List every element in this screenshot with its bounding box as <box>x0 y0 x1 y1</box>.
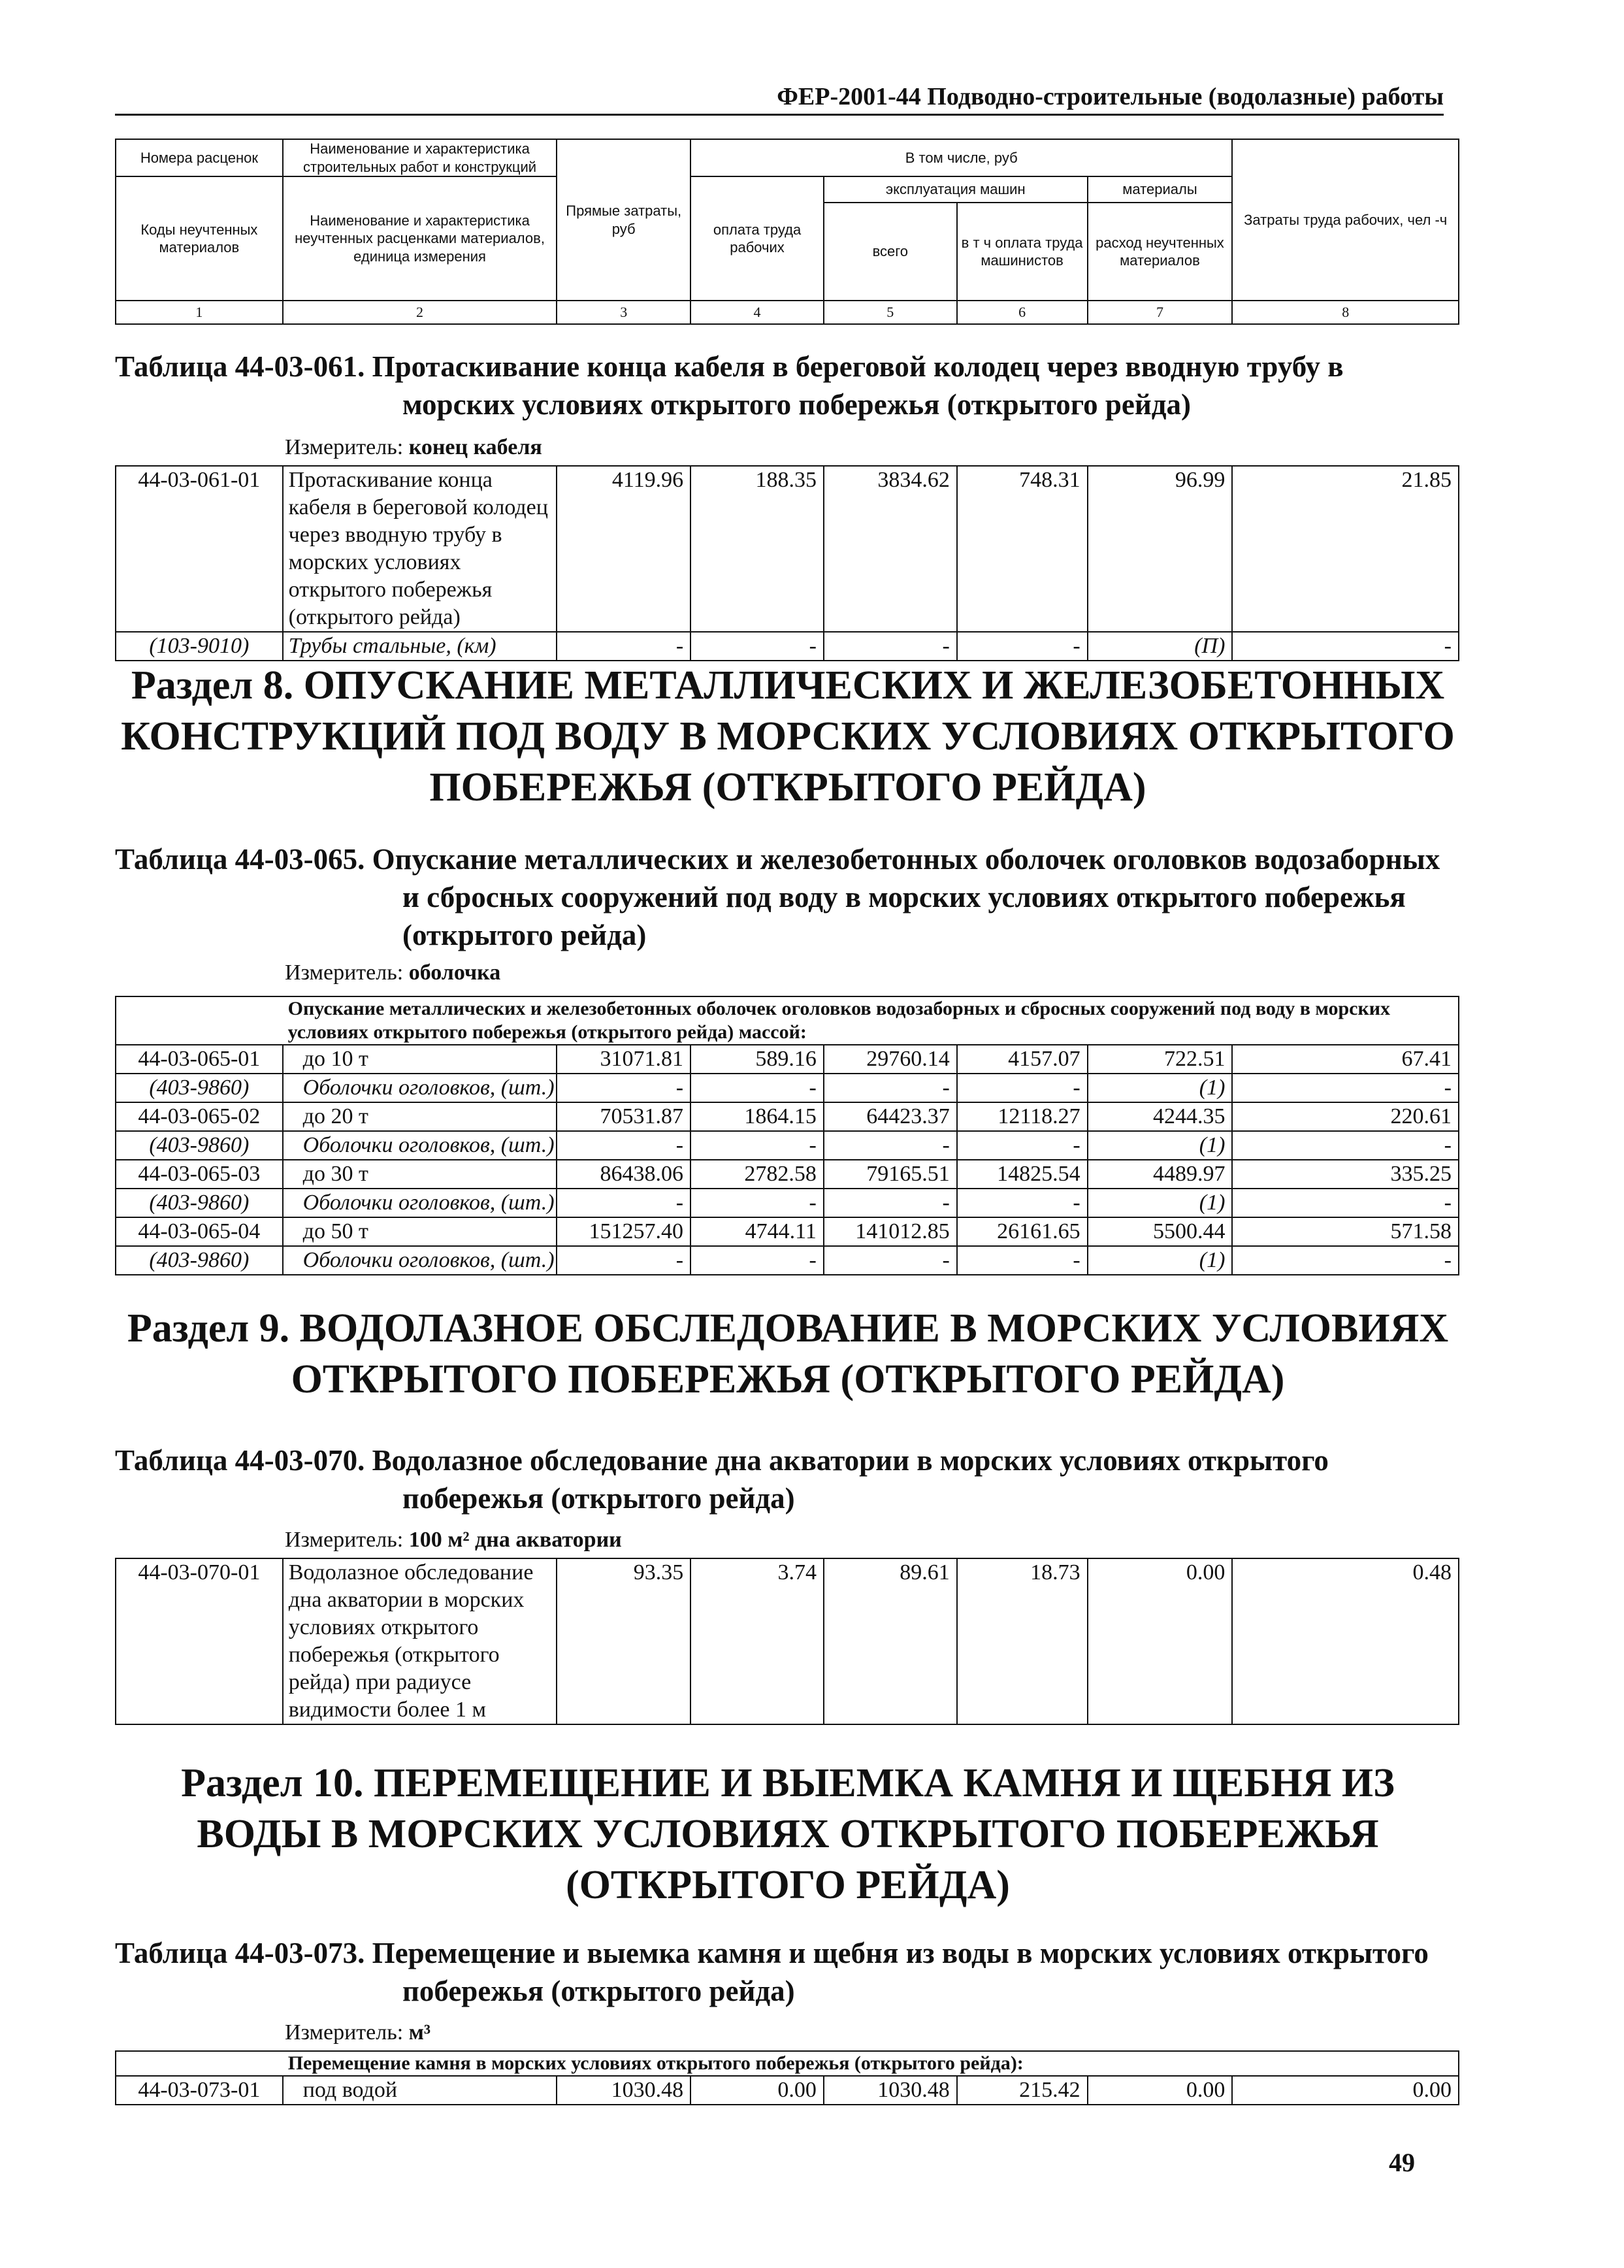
value-labor: 335.25 <box>1232 1160 1459 1189</box>
mat-value: - <box>824 1131 957 1160</box>
group-header-row <box>116 996 1459 1045</box>
header-uncounted-materials: расход неучтенных материалов <box>1088 203 1233 301</box>
value-direct: 70531.87 <box>557 1102 690 1131</box>
table-row <box>116 1558 1459 1724</box>
mat-value: - <box>690 632 824 661</box>
value-worker-pay: 0.00 <box>690 2076 824 2105</box>
mat-value: - <box>690 1189 824 1217</box>
header-rates-numbers: Номера расценок <box>116 139 283 176</box>
meter-value: конец кабеля <box>408 435 542 459</box>
group-header: Перемещение камня в морских условиях открытого побережья (открытого рейда): <box>283 2051 1459 2076</box>
col-number: 3 <box>557 301 690 324</box>
value-worker-pay: 2782.58 <box>690 1160 824 1189</box>
table-065 <box>115 996 1459 1275</box>
mat-value: (П) <box>1088 632 1233 661</box>
value-labor: 220.61 <box>1232 1102 1459 1131</box>
column-header-table <box>115 139 1459 325</box>
mat-value: - <box>557 1131 690 1160</box>
mat-value: - <box>1232 1074 1459 1102</box>
table-070-caption: Водолазное обследование дна акватории в морских условиях открытого побережья (открытого рейда) <box>372 1444 1329 1515</box>
rate-description: до 50 т <box>283 1217 557 1246</box>
table-065-number: Таблица 44-03-065. <box>115 843 365 876</box>
rate-description: Протаскивание конца кабеля в береговой колодец через вводную трубу в морских условиях открытого побережья (открытого рейда) <box>283 466 557 632</box>
rate-description: до 30 т <box>283 1160 557 1189</box>
mat-value: (1) <box>1088 1131 1233 1160</box>
material-description: Оболочки оголовков, (шт.) <box>283 1246 557 1275</box>
rate-code: 44-03-061-01 <box>116 466 283 632</box>
mat-value: - <box>824 1074 957 1102</box>
value-machines-total: 3834.62 <box>824 466 957 632</box>
meter-value: м³ <box>408 2020 431 2045</box>
header-total: всего <box>824 203 957 301</box>
rate-code: 44-03-070-01 <box>116 1558 283 1724</box>
material-description: Оболочки оголовков, (шт.) <box>283 1074 557 1102</box>
col-number: 1 <box>116 301 283 324</box>
value-direct: 31071.81 <box>557 1045 690 1074</box>
value-machinist-pay: 26161.65 <box>957 1217 1088 1246</box>
mat-value: - <box>957 1131 1088 1160</box>
value-machinist-pay: 18.73 <box>957 1558 1088 1724</box>
mat-value: - <box>1232 632 1459 661</box>
value-machinist-pay: 748.31 <box>957 466 1088 632</box>
value-direct: 86438.06 <box>557 1160 690 1189</box>
rate-code: 44-03-065-03 <box>116 1160 283 1189</box>
table-070-meter <box>285 1528 622 1553</box>
value-labor: 0.48 <box>1232 1558 1459 1724</box>
mat-value: - <box>690 1246 824 1275</box>
material-code: (403-9860) <box>116 1246 283 1275</box>
table-065-meter <box>285 961 500 985</box>
mat-value: (1) <box>1088 1246 1233 1275</box>
material-row <box>116 1131 1459 1160</box>
col-number: 7 <box>1088 301 1233 324</box>
header-material-name: Наименование и характеристика неучтенных расценками материалов, единица измерения <box>283 176 557 301</box>
section-8-heading: Раздел 8. ОПУСКАНИЕ МЕТАЛЛИЧЕСКИХ И ЖЕЛЕЗОБЕТОННЫХ КОНСТРУКЦИЙ ПОД ВОДУ В МОРСКИХ УСЛОВИЯХ ОТКРЫТОГО ПОБЕРЕЖЬЯ (ОТКРЫТОГО РЕЙДА) <box>121 663 1455 810</box>
header-direct-costs: Прямые затраты, руб <box>557 139 690 301</box>
rate-description: Водолазное обследование дна акватории в морских условиях открытого побережья (открытого рейда) при радиусе видимости более 1 м <box>283 1558 557 1724</box>
header-rule <box>115 114 1444 116</box>
header-worker-pay: оплата труда рабочих <box>690 176 824 301</box>
group-header-row <box>116 2051 1459 2076</box>
mat-value: (1) <box>1088 1074 1233 1102</box>
table-070-title <box>115 1441 1461 1517</box>
value-materials: 4244.35 <box>1088 1102 1233 1131</box>
mat-value: - <box>690 1074 824 1102</box>
meter-value: оболочка <box>408 961 501 985</box>
rate-code: 44-03-065-04 <box>116 1217 283 1246</box>
header-machinist-pay: в т ч оплата труда машинистов <box>957 203 1088 301</box>
rate-description: до 10 т <box>283 1045 557 1074</box>
value-labor: 21.85 <box>1232 466 1459 632</box>
header-labor-costs: Затраты труда рабочих, чел -ч <box>1232 139 1459 301</box>
meter-value: 100 м² дна акватории <box>408 1528 622 1552</box>
table-061-meter <box>285 435 542 460</box>
material-row <box>116 632 1459 661</box>
value-materials: 96.99 <box>1088 466 1233 632</box>
header-including: В том числе, руб <box>690 139 1232 176</box>
material-description: Трубы стальные, (км) <box>283 632 557 661</box>
mat-value: - <box>690 1131 824 1160</box>
table-073-number: Таблица 44-03-073. <box>115 1937 365 1969</box>
value-worker-pay: 1864.15 <box>690 1102 824 1131</box>
mat-value: - <box>957 1074 1088 1102</box>
rate-description: под водой <box>283 2076 557 2105</box>
mat-value: - <box>824 1189 957 1217</box>
running-header: ФЕР-2001-44 Подводно-строительные (водолазные) работы <box>777 83 1444 110</box>
mat-value: - <box>824 1246 957 1275</box>
table-070-number: Таблица 44-03-070. <box>115 1444 365 1477</box>
value-labor: 0.00 <box>1232 2076 1459 2105</box>
table-065-caption: Опускание металлических и железобетонных оболочек оголовков водозаборных и сбросных сооружений под воду в морских условиях открытого побережья (открытого рейда) <box>372 843 1440 951</box>
material-code: (403-9860) <box>116 1131 283 1160</box>
meter-label: Измеритель: <box>285 1528 404 1552</box>
table-061-title <box>115 348 1461 423</box>
value-worker-pay: 188.35 <box>690 466 824 632</box>
mat-value: - <box>1232 1189 1459 1217</box>
value-worker-pay: 589.16 <box>690 1045 824 1074</box>
section-9-heading: Раздел 9. ВОДОЛАЗНОЕ ОБСЛЕДОВАНИЕ В МОРСКИХ УСЛОВИЯХ ОТКРЫТОГО ПОБЕРЕЖЬЯ (ОТКРЫТОГО РЕЙДА) <box>127 1306 1449 1402</box>
section-10-heading: Раздел 10. ПЕРЕМЕЩЕНИЕ И ВЫЕМКА КАМНЯ И ЩЕБНЯ ИЗ ВОДЫ В МОРСКИХ УСЛОВИЯХ ОТКРЫТОГО ПОБЕРЕЖЬЯ (ОТКРЫТОГО РЕЙДА) <box>181 1761 1395 1907</box>
value-materials: 4489.97 <box>1088 1160 1233 1189</box>
value-materials: 722.51 <box>1088 1045 1233 1074</box>
col-number: 6 <box>957 301 1088 324</box>
material-row <box>116 1074 1459 1102</box>
mat-value: - <box>957 1246 1088 1275</box>
value-materials: 5500.44 <box>1088 1217 1233 1246</box>
table-065-title <box>115 840 1461 954</box>
header-work-name: Наименование и характеристика строительных работ и конструкций <box>283 139 557 176</box>
table-row <box>116 1160 1459 1189</box>
col-number: 8 <box>1232 301 1459 324</box>
value-machinist-pay: 4157.07 <box>957 1045 1088 1074</box>
header-material-codes: Коды неучтенных материалов <box>116 176 283 301</box>
value-machinist-pay: 14825.54 <box>957 1160 1088 1189</box>
value-machines-total: 64423.37 <box>824 1102 957 1131</box>
header-machine-operation: эксплуатация машин <box>824 176 1088 203</box>
mat-value: - <box>557 1074 690 1102</box>
col-number: 2 <box>283 301 557 324</box>
meter-label: Измеритель: <box>285 2020 404 2045</box>
material-row <box>116 1246 1459 1275</box>
header-materials: материалы <box>1088 176 1233 203</box>
page-number: 49 <box>1389 2148 1415 2177</box>
meter-label: Измеритель: <box>285 435 404 459</box>
table-061 <box>115 465 1459 661</box>
table-061-number: Таблица 44-03-061. <box>115 350 365 383</box>
mat-value: (1) <box>1088 1189 1233 1217</box>
table-073-caption: Перемещение и выемка камня и щебня из воды в морских условиях открытого побережья (открытого рейда) <box>372 1937 1429 2007</box>
value-machines-total: 141012.85 <box>824 1217 957 1246</box>
table-073-meter <box>285 2020 430 2045</box>
table-061-caption: Протаскивание конца кабеля в береговой колодец через вводную трубу в морских условиях открытого побережья (открытого рейда) <box>372 350 1344 421</box>
material-code: (403-9860) <box>116 1189 283 1217</box>
material-description: Оболочки оголовков, (шт.) <box>283 1189 557 1217</box>
mat-value: - <box>557 1246 690 1275</box>
table-row <box>116 1102 1459 1131</box>
value-labor: 67.41 <box>1232 1045 1459 1074</box>
value-direct: 1030.48 <box>557 2076 690 2105</box>
mat-value: - <box>1232 1246 1459 1275</box>
value-machinist-pay: 12118.27 <box>957 1102 1088 1131</box>
mat-value: - <box>557 632 690 661</box>
value-materials: 0.00 <box>1088 1558 1233 1724</box>
rate-code: 44-03-073-01 <box>116 2076 283 2105</box>
value-direct: 151257.40 <box>557 1217 690 1246</box>
rate-code: 44-03-065-01 <box>116 1045 283 1074</box>
table-row <box>116 466 1459 632</box>
group-header: Опускание металлических и железобетонных оболочек оголовков водозаборных и сбросных сооружений под воду в морских условиях открытого побережья (открытого рейда) массой: <box>283 996 1459 1045</box>
mat-value: - <box>957 632 1088 661</box>
value-machines-total: 79165.51 <box>824 1160 957 1189</box>
table-073-title <box>115 1934 1461 2010</box>
material-row <box>116 1189 1459 1217</box>
material-code: (103-9010) <box>116 632 283 661</box>
value-labor: 571.58 <box>1232 1217 1459 1246</box>
value-machinist-pay: 215.42 <box>957 2076 1088 2105</box>
mat-value: - <box>824 632 957 661</box>
meter-label: Измеритель: <box>285 961 404 985</box>
col-number: 4 <box>690 301 824 324</box>
table-070 <box>115 1558 1459 1725</box>
value-worker-pay: 4744.11 <box>690 1217 824 1246</box>
mat-value: - <box>957 1189 1088 1217</box>
mat-value: - <box>557 1189 690 1217</box>
material-description: Оболочки оголовков, (шт.) <box>283 1131 557 1160</box>
value-worker-pay: 3.74 <box>690 1558 824 1724</box>
table-073 <box>115 2050 1459 2105</box>
value-direct: 93.35 <box>557 1558 690 1724</box>
rate-code: 44-03-065-02 <box>116 1102 283 1131</box>
col-number: 5 <box>824 301 957 324</box>
table-row <box>116 2076 1459 2105</box>
material-code: (403-9860) <box>116 1074 283 1102</box>
value-machines-total: 89.61 <box>824 1558 957 1724</box>
value-direct: 4119.96 <box>557 466 690 632</box>
table-row <box>116 1045 1459 1074</box>
table-row <box>116 1217 1459 1246</box>
mat-value: - <box>1232 1131 1459 1160</box>
rate-description: до 20 т <box>283 1102 557 1131</box>
value-materials: 0.00 <box>1088 2076 1233 2105</box>
value-machines-total: 29760.14 <box>824 1045 957 1074</box>
value-machines-total: 1030.48 <box>824 2076 957 2105</box>
